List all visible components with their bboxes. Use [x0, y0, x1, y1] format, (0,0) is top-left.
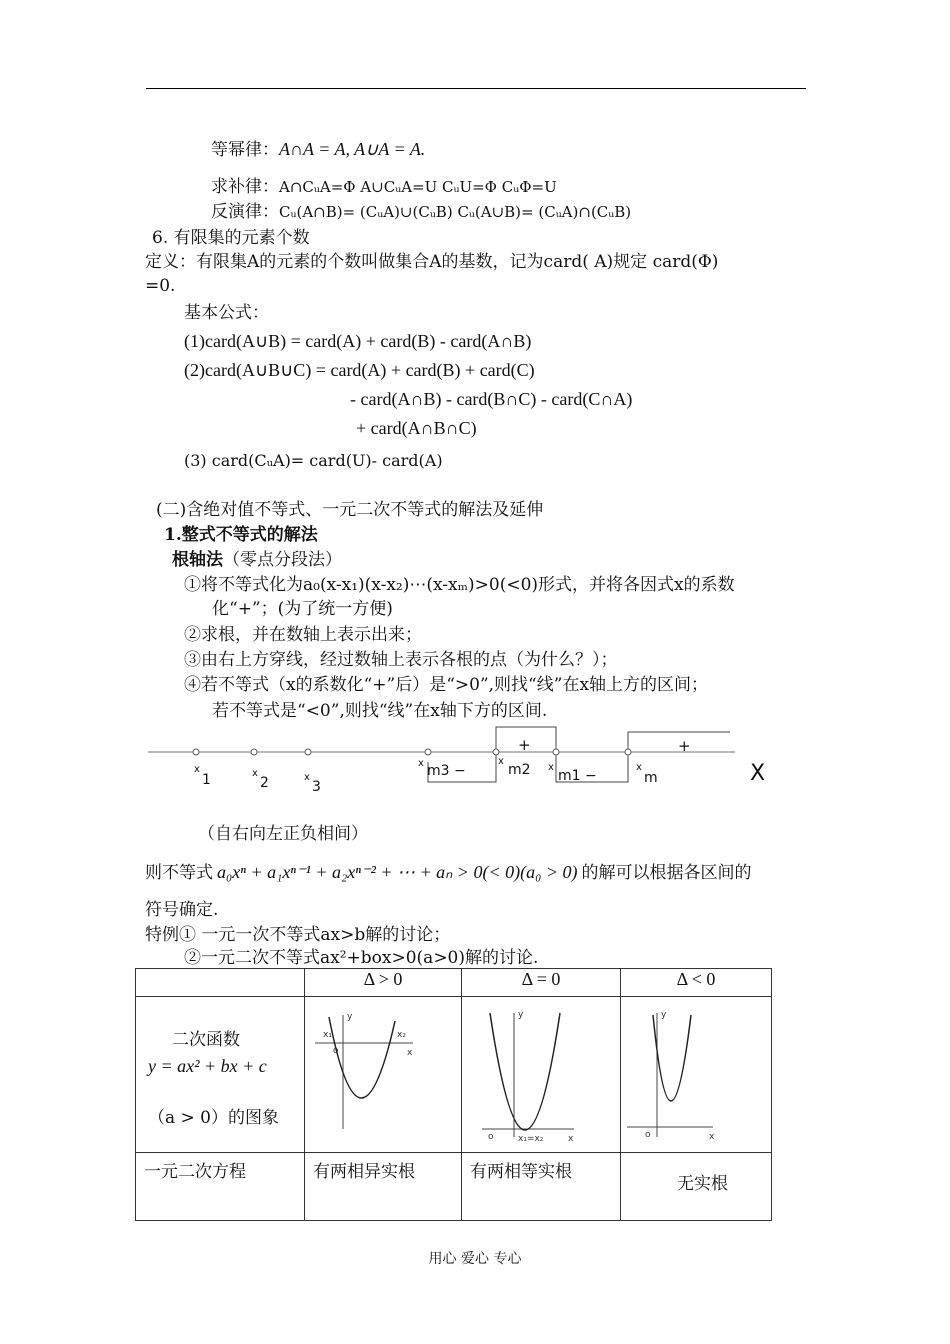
header-delta-zero: Δ = 0 [462, 969, 621, 997]
svg-text:m3 −: m3 − [427, 763, 466, 779]
svg-text:1: 1 [202, 772, 211, 788]
svg-text:o: o [488, 1132, 494, 1142]
step-4a: ④若不等式（x的系数化“+”后）是“>0”,则找“线”在x轴上方的区间； [184, 675, 709, 695]
svg-text:m2: m2 [508, 762, 531, 778]
special-case-1: 特例① 一元一次不等式ax>b解的讨论； [145, 925, 451, 945]
section6-title: 6. 有限集的元素个数 [152, 228, 310, 248]
axis-label-xm3: x [418, 758, 424, 769]
svg-text:x: x [709, 1132, 715, 1142]
row2-label: 一元二次方程 [136, 1153, 305, 1221]
svg-text:x: x [407, 1048, 413, 1058]
root-point [625, 749, 631, 755]
special-case-2: ②一元二次不等式ax²+box>0(a>0)解的讨论. [184, 948, 539, 968]
formula-1: (1)card(A∪B) = card(A) + card(B) - card(A∩B) [184, 331, 532, 351]
table-header-row [136, 969, 772, 997]
axis-label-x1: x [194, 764, 200, 775]
svg-text:m1 −: m1 − [558, 768, 597, 784]
axis-label-x2: x [252, 768, 258, 779]
root-point [553, 749, 559, 755]
axis-caption: （自右向左正负相间） [198, 824, 368, 844]
axis-label-x3: x [304, 772, 310, 783]
header-delta-positive: Δ > 0 [305, 969, 462, 997]
step-2: ②求根，并在数轴上表示出来； [184, 625, 422, 645]
conclusion-line2: 符号确定. [145, 900, 219, 920]
formula-2b: - card(A∩B) - card(B∩C) - card(C∩A) [350, 389, 633, 409]
root-point [425, 749, 431, 755]
root-point [493, 749, 499, 755]
row2-two-distinct-roots: 有两相异实根 [305, 1153, 462, 1221]
graph-no-root [621, 997, 772, 1153]
formula-2a: (2)card(A∪B∪C) = card(A) + card(B) + card(C) [184, 360, 535, 380]
graph-two-roots [305, 997, 462, 1153]
svg-text:y: y [661, 1010, 667, 1020]
conclusion-line1: 则不等式 a₀xⁿ + a₁xⁿ⁻¹ + a₂xⁿ⁻² + ⋯ + aₙ > 0(< 0)(a₀ > 0) 的解可以根据各区间的 [145, 862, 752, 883]
sign-plus-1: + [518, 736, 531, 754]
root-point [193, 749, 199, 755]
svg-text:y: y [518, 1010, 524, 1020]
row1-label: 二次函数 y = ax² + bx + c （a > 0）的图象 [136, 997, 305, 1153]
svg-text:x₁: x₁ [323, 1030, 332, 1040]
discriminant-table [135, 968, 772, 1221]
svg-text:o: o [333, 1046, 339, 1056]
table-row-equation [136, 1153, 772, 1221]
svg-text:x: x [568, 1134, 574, 1144]
parabola-graph-double-root [462, 997, 620, 1147]
svg-text:3: 3 [312, 779, 321, 794]
axis-label-xm2: x [498, 756, 504, 767]
step-1a: ①将不等式化为a₀(x-x₁)(x-x₂)⋯(x-xₘ)>0(<0)形式，并将各因式x的系数 [184, 575, 735, 595]
table-row-graph [136, 997, 772, 1153]
header-empty [136, 969, 305, 997]
step-4b: 若不等式是“<0”,则找“线”在x轴下方的区间. [212, 701, 548, 721]
svg-text:2: 2 [260, 775, 269, 791]
svg-text:x₂: x₂ [397, 1030, 406, 1040]
header-delta-negative: Δ < 0 [621, 969, 772, 997]
idempotent-law: 等幂律：A∩A = A, A∪A = A. [211, 139, 426, 160]
graph-double-root [462, 997, 621, 1153]
formula-2c: + card(A∩B∩C) [356, 418, 477, 438]
formula-3: (3) card(CᵤA)= card(U)- card(A) [184, 451, 443, 470]
sub1-title: 1.整式不等式的解法 [164, 525, 318, 545]
step-3: ③由右上方穿线，经过数轴上表示各根的点（为什么？）； [184, 650, 618, 670]
page-footer: 用心 爱心 专心 [428, 1251, 522, 1267]
parabola-graph-two-roots [305, 997, 461, 1147]
row2-two-equal-roots: 有两相等实根 [462, 1153, 621, 1221]
root-point [305, 749, 311, 755]
svg-text:x₁=x₂: x₁=x₂ [518, 1134, 544, 1144]
step-1b: 化“+”；(为了统一方便) [212, 599, 393, 619]
parabola-graph-no-root [621, 997, 771, 1147]
sign-plus-2: + [678, 737, 691, 755]
svg-text:o: o [645, 1130, 651, 1140]
basic-formula-label: 基本公式： [184, 303, 269, 323]
svg-text:m: m [644, 770, 658, 786]
definition-line1: 定义：有限集A的元素的个数叫做集合A的基数，记为card( A)规定 card(Φ) [145, 252, 719, 272]
root-axis-diagram [140, 722, 800, 794]
definition-line2: =0. [145, 276, 176, 296]
axis-label-xm: x [636, 762, 642, 773]
svg-text:y: y [347, 1012, 353, 1022]
header-rule [146, 88, 806, 89]
root-point [251, 749, 257, 755]
row2-no-real-roots: 无实根 [621, 1153, 772, 1221]
axis-label-xm1: x [548, 762, 554, 773]
part2-title: (二)含绝对值不等式、一元二次不等式的解法及延伸 [156, 500, 544, 520]
complement-law: 求补律：A∩CᵤA=Φ A∪CᵤA=U CᵤU=Φ CᵤΦ=U [211, 177, 557, 197]
demorgan-law: 反演律：Cᵤ(A∩B)= (CᵤA)∪(CᵤB) Cᵤ(A∪B)= (CᵤA)∩(CᵤB) [211, 202, 632, 222]
axis-x-label: X [750, 761, 766, 786]
method-line: 根轴法（零点分段法） [172, 550, 342, 570]
